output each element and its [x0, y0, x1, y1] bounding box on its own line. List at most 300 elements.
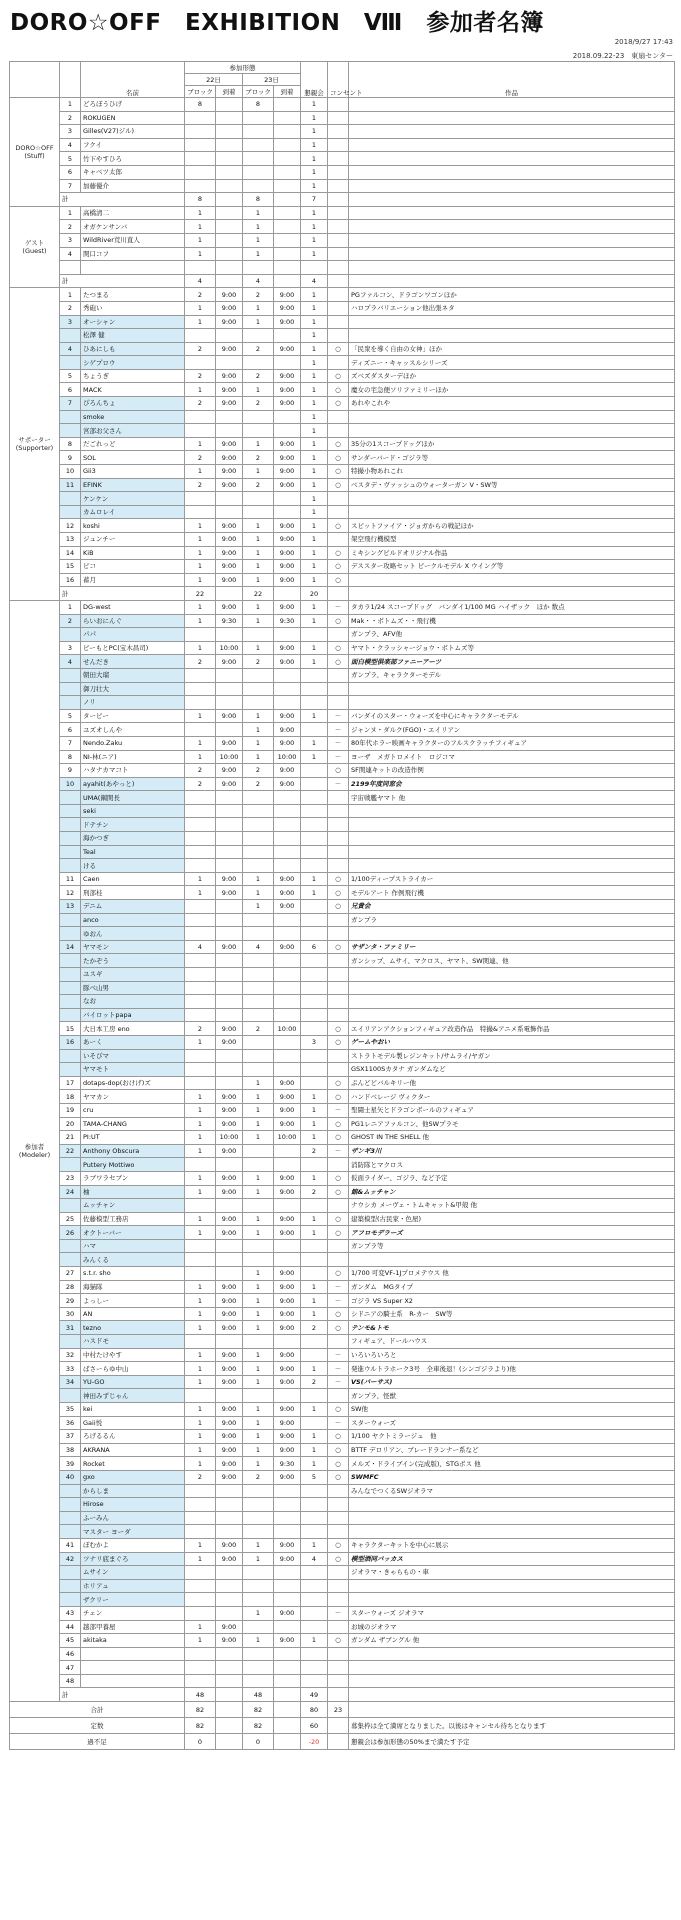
arrival-day1	[216, 791, 243, 805]
table-row	[10, 1076, 675, 1090]
participant-name: 柚	[81, 1185, 185, 1199]
outlet-mark: －	[328, 736, 349, 750]
arrival-day1: 9:00	[216, 451, 243, 465]
block-day1	[185, 1606, 216, 1620]
table-row	[10, 342, 675, 356]
block-day2: 1	[243, 1131, 274, 1145]
block-day1: 1	[185, 1403, 216, 1417]
works-description: みんなでつくるSWジオラマ	[349, 1484, 675, 1498]
outlet-mark: ○	[328, 1403, 349, 1417]
table-row	[10, 750, 675, 764]
party-count	[301, 1566, 328, 1580]
entry-number: 8	[60, 750, 81, 764]
total-outlet	[328, 274, 349, 288]
arrival-day1	[216, 668, 243, 682]
participant-name: ROKUGEN	[81, 111, 185, 125]
arrival-day2	[274, 1049, 301, 1063]
arrival-day2: 9:00	[274, 600, 301, 614]
participant-name: 越部甲養屋	[81, 1620, 185, 1634]
table-row	[10, 1008, 675, 1022]
block-day1	[185, 1076, 216, 1090]
arrival-day2	[274, 818, 301, 832]
party-count: 1	[301, 492, 328, 506]
entry-number: 46	[60, 1647, 81, 1661]
block-day2	[243, 668, 274, 682]
block-day1	[185, 492, 216, 506]
total-label: 計	[60, 587, 185, 601]
total-party: 4	[301, 274, 328, 288]
block-day1	[185, 1498, 216, 1512]
table-row	[10, 152, 675, 166]
arrival-day1	[216, 206, 243, 220]
entry-number: 33	[60, 1362, 81, 1376]
entry-number	[60, 1008, 81, 1022]
arrival-day2	[274, 1661, 301, 1675]
entry-number: 1	[60, 98, 81, 112]
outlet-mark: －	[328, 1294, 349, 1308]
participant-name: WildRiver荒川直人	[81, 233, 185, 247]
block-day1: 1	[185, 872, 216, 886]
block-day2	[243, 954, 274, 968]
participant-name: SOL	[81, 451, 185, 465]
block-day2	[243, 179, 274, 193]
participant-name: チェン	[81, 1606, 185, 1620]
arrival-day1	[216, 1606, 243, 1620]
block-day2: 1	[243, 641, 274, 655]
block-day2	[243, 1525, 274, 1539]
block-day1	[185, 1049, 216, 1063]
outlet-mark: ○	[328, 1457, 349, 1471]
entry-number	[60, 1525, 81, 1539]
party-count: 1	[301, 342, 328, 356]
participant-name: ける	[81, 859, 185, 873]
party-count: 1	[301, 233, 328, 247]
arrival-day2	[274, 329, 301, 343]
participant-name: ヤマモン	[81, 940, 185, 954]
block-day2: 2	[243, 764, 274, 778]
arrival-day2	[274, 98, 301, 112]
party-count: 2	[301, 1321, 328, 1335]
outlet-mark	[328, 1498, 349, 1512]
outlet-mark: －	[328, 1144, 349, 1158]
block-day2	[243, 804, 274, 818]
works-description	[349, 573, 675, 587]
block-day2	[243, 832, 274, 846]
block-day1: 2	[185, 777, 216, 791]
block-day1	[185, 1579, 216, 1593]
participant-name: バイロットpapa	[81, 1008, 185, 1022]
participant-name: ゆおん	[81, 927, 185, 941]
entry-number: 20	[60, 1117, 81, 1131]
party-count	[301, 845, 328, 859]
participant-name: 加藤優介	[81, 179, 185, 193]
block-day2	[243, 913, 274, 927]
outlet-mark	[328, 1579, 349, 1593]
participant-name: Nendo.Zaku	[81, 736, 185, 750]
block-day2: 1	[243, 1375, 274, 1389]
arrival-day1: 10:00	[216, 1131, 243, 1145]
block-day1: 1	[185, 1117, 216, 1131]
participant-name: YU-GO	[81, 1375, 185, 1389]
arrival-day1	[216, 152, 243, 166]
table-row	[10, 1049, 675, 1063]
table-row	[10, 1498, 675, 1512]
works-description: Mak・・ボトムズ・・飛行機	[349, 614, 675, 628]
arrival-day1: 9:00	[216, 872, 243, 886]
entry-number: 15	[60, 560, 81, 574]
total-works	[349, 193, 675, 207]
entry-number: 2	[60, 614, 81, 628]
works-description	[349, 818, 675, 832]
outlet-mark	[328, 1525, 349, 1539]
outlet-mark: ○	[328, 546, 349, 560]
arrival-day1	[216, 1674, 243, 1688]
participant-name: ふーみん	[81, 1511, 185, 1525]
table-row	[10, 165, 675, 179]
arrival-day1	[216, 804, 243, 818]
arrival-day1	[216, 356, 243, 370]
party-count	[301, 1593, 328, 1607]
arrival-day1	[216, 410, 243, 424]
works-description: GHOST IN THE SHELL 他	[349, 1131, 675, 1145]
block-day1: 4	[185, 940, 216, 954]
entry-number: 14	[60, 940, 81, 954]
works-description: 架空飛行機模型	[349, 533, 675, 547]
entry-number	[60, 1253, 81, 1267]
entry-number: 43	[60, 1606, 81, 1620]
table-row	[10, 981, 675, 995]
party-count	[301, 995, 328, 1009]
party-count: 1	[301, 1294, 328, 1308]
table-row	[10, 1307, 675, 1321]
outlet-mark	[328, 233, 349, 247]
block-day1: 1	[185, 1131, 216, 1145]
block-day2	[243, 356, 274, 370]
arrival-day1: 9:00	[216, 1144, 243, 1158]
arrival-day2	[274, 913, 301, 927]
arrival-day2	[274, 1484, 301, 1498]
arrival-day2	[274, 1253, 301, 1267]
table-header	[10, 62, 675, 98]
block-day1	[185, 1158, 216, 1172]
entry-number: 4	[60, 342, 81, 356]
table-row	[10, 696, 675, 710]
total-works	[349, 274, 675, 288]
table-row	[10, 288, 675, 302]
party-count: 1	[301, 546, 328, 560]
outlet-mark: ○	[328, 1470, 349, 1484]
block-day1	[185, 1566, 216, 1580]
table-row	[10, 628, 675, 642]
arrival-day2: 9:00	[274, 777, 301, 791]
block-day1: 1	[185, 301, 216, 315]
works-description: 80年代ホラー映画キャラクターのフルスクラッチフィギュア	[349, 736, 675, 750]
outlet-mark	[328, 682, 349, 696]
block-day1	[185, 995, 216, 1009]
total-block-day1: 48	[185, 1688, 216, 1702]
participant-name: みんくる	[81, 1253, 185, 1267]
outlet-mark	[328, 628, 349, 642]
arrival-day1	[216, 1389, 243, 1403]
participant-name: らいおにんぐ	[81, 614, 185, 628]
outlet-mark	[328, 1389, 349, 1403]
table-row	[10, 329, 675, 343]
works-description	[349, 261, 675, 275]
party-count	[301, 1511, 328, 1525]
party-count: 1	[301, 301, 328, 315]
summary-block-day1: 82	[185, 1718, 216, 1734]
entry-number	[60, 1049, 81, 1063]
arrival-day2	[274, 1647, 301, 1661]
party-count	[301, 1008, 328, 1022]
arrival-day1: 9:00	[216, 1403, 243, 1417]
works-description	[349, 424, 675, 438]
arrival-day1	[216, 1484, 243, 1498]
entry-number: 28	[60, 1280, 81, 1294]
arrival-day1	[216, 233, 243, 247]
entry-number	[60, 1511, 81, 1525]
outlet-mark	[328, 301, 349, 315]
entry-number: 16	[60, 1035, 81, 1049]
outlet-mark	[328, 1335, 349, 1349]
outlet-mark: ○	[328, 1131, 349, 1145]
outlet-mark	[328, 152, 349, 166]
party-count: 1	[301, 424, 328, 438]
block-day1: 1	[185, 533, 216, 547]
participant-name: 秀砲い	[81, 301, 185, 315]
outlet-mark	[328, 179, 349, 193]
participant-name: AKRANA	[81, 1443, 185, 1457]
entry-number: 45	[60, 1634, 81, 1648]
works-description: ストラトモデル製レジンキット/サムライ/ヤガン	[349, 1049, 675, 1063]
block-day2	[243, 125, 274, 139]
works-description	[349, 682, 675, 696]
entry-number: 32	[60, 1348, 81, 1362]
table-row	[10, 1103, 675, 1117]
works-description	[349, 220, 675, 234]
section-total-row	[10, 274, 675, 288]
party-count: 1	[301, 533, 328, 547]
participant-name: Rocket	[81, 1457, 185, 1471]
arrival-day1: 9:00	[216, 301, 243, 315]
arrival-day1	[216, 1008, 243, 1022]
arrival-day2: 9:00	[274, 709, 301, 723]
participant-name: せんだき	[81, 655, 185, 669]
outlet-mark: －	[328, 1362, 349, 1376]
outlet-mark: ○	[328, 383, 349, 397]
entry-number: 26	[60, 1226, 81, 1240]
party-count: 1	[301, 1443, 328, 1457]
block-day1	[185, 1199, 216, 1213]
entry-number	[60, 1063, 81, 1077]
arrival-day1: 9:00	[216, 1226, 243, 1240]
table-row	[10, 954, 675, 968]
arrival-day2	[274, 424, 301, 438]
party-count	[301, 1579, 328, 1593]
block-day1: 1	[185, 1090, 216, 1104]
total-works	[349, 587, 675, 601]
arrival-day2	[274, 220, 301, 234]
arrival-day2	[274, 410, 301, 424]
outlet-mark: －	[328, 1348, 349, 1362]
participant-name: gxo	[81, 1470, 185, 1484]
block-day2	[243, 628, 274, 642]
entry-number	[60, 1158, 81, 1172]
arrival-day2: 9:00	[274, 342, 301, 356]
entry-number: 39	[60, 1457, 81, 1471]
block-day2	[243, 1647, 274, 1661]
party-count: 1	[301, 1226, 328, 1240]
entry-number: 10	[60, 465, 81, 479]
party-count	[301, 723, 328, 737]
outlet-mark	[328, 1593, 349, 1607]
participant-name: ハスドモ	[81, 1335, 185, 1349]
block-day1	[185, 682, 216, 696]
arrival-day1: 9:00	[216, 1185, 243, 1199]
arrival-day2	[274, 492, 301, 506]
table-row	[10, 369, 675, 383]
works-description: サザンタ・ファミリー	[349, 940, 675, 954]
block-day1	[185, 900, 216, 914]
arrival-day1	[216, 492, 243, 506]
participant-name: ユズオしんや	[81, 723, 185, 737]
works-description: ガンシップ、ムサイ、マクロス、ヤマト、SW関連、他	[349, 954, 675, 968]
entry-number: 23	[60, 1171, 81, 1185]
block-day1: 1	[185, 1280, 216, 1294]
entry-number	[60, 1389, 81, 1403]
section-total-row	[10, 1688, 675, 1702]
party-count	[301, 1606, 328, 1620]
block-day2: 1	[243, 247, 274, 261]
works-description	[349, 927, 675, 941]
block-day1: 2	[185, 764, 216, 778]
table-row	[10, 1484, 675, 1498]
arrival-day1: 9:00	[216, 777, 243, 791]
entry-number: 27	[60, 1267, 81, 1281]
arrival-day1: 9:00	[216, 886, 243, 900]
table-row	[10, 641, 675, 655]
block-day2: 1	[243, 1103, 274, 1117]
block-day2	[243, 995, 274, 1009]
block-day1: 1	[185, 560, 216, 574]
block-day2: 1	[243, 1294, 274, 1308]
arrival-day2: 9:00	[274, 872, 301, 886]
table-row	[10, 1199, 675, 1213]
summary-row	[10, 1734, 675, 1750]
arrival-day1	[216, 1498, 243, 1512]
participant-name: ハタナカマコト	[81, 764, 185, 778]
party-count: 1	[301, 315, 328, 329]
works-description: PGファルコン、ドラゴンワゴンほか	[349, 288, 675, 302]
participant-name: フクイ	[81, 138, 185, 152]
arrival-day1	[216, 1661, 243, 1675]
block-day1: 1	[185, 247, 216, 261]
works-description	[349, 1525, 675, 1539]
outlet-mark: ○	[328, 1538, 349, 1552]
works-description: ハンドベレージ ヴィクター	[349, 1090, 675, 1104]
block-day2	[243, 1593, 274, 1607]
works-description: スターウォーズ	[349, 1416, 675, 1430]
table-row	[10, 1566, 675, 1580]
works-description: ガンプラ	[349, 913, 675, 927]
works-description: ナウシカ メーヴェ・トムキャット&甲殻 他	[349, 1199, 675, 1213]
arrival-day2	[274, 1063, 301, 1077]
block-day2: 2	[243, 397, 274, 411]
arrival-day2: 9:00	[274, 573, 301, 587]
arrival-day1: 9:00	[216, 1538, 243, 1552]
outlet-mark: ○	[328, 560, 349, 574]
arrival-day1	[216, 247, 243, 261]
block-day2: 1	[243, 1348, 274, 1362]
arrival-day1	[216, 818, 243, 832]
works-description	[349, 315, 675, 329]
arrival-day1	[216, 1566, 243, 1580]
party-count	[301, 1416, 328, 1430]
works-description: サンダーバード・ゴジラ等	[349, 451, 675, 465]
participant-name: オクトーバー	[81, 1226, 185, 1240]
arrival-day1: 9:00	[216, 465, 243, 479]
summary-label: 過不足	[10, 1734, 185, 1750]
summary-row	[10, 1718, 675, 1734]
block-day1	[185, 845, 216, 859]
arrival-day2	[274, 206, 301, 220]
arrival-day2	[274, 179, 301, 193]
entry-number: 37	[60, 1430, 81, 1444]
block-day1: 2	[185, 451, 216, 465]
party-count	[301, 1674, 328, 1688]
entry-number	[60, 995, 81, 1009]
block-day2	[243, 1239, 274, 1253]
works-description: 魔女の宅急便ソリファミリーほか	[349, 383, 675, 397]
arrival-day2	[274, 981, 301, 995]
outlet-mark: ○	[328, 1307, 349, 1321]
entry-number	[60, 505, 81, 519]
party-count: 2	[301, 1185, 328, 1199]
arrival-day1: 9:00	[216, 940, 243, 954]
block-day2: 1	[243, 1076, 274, 1090]
outlet-mark: ○	[328, 614, 349, 628]
outlet-mark	[328, 1484, 349, 1498]
entry-number: 1	[60, 206, 81, 220]
arrival-day1: 9:00	[216, 709, 243, 723]
outlet-mark	[328, 668, 349, 682]
block-day1: 1	[185, 465, 216, 479]
block-day1: 1	[185, 220, 216, 234]
outlet-mark: ○	[328, 1035, 349, 1049]
block-day2	[243, 859, 274, 873]
summary-block-day2: 82	[243, 1718, 274, 1734]
arrival-day2	[274, 111, 301, 125]
arrival-day2: 9:00	[274, 533, 301, 547]
block-day1: 1	[185, 750, 216, 764]
party-count	[301, 1199, 328, 1213]
table-row	[10, 1022, 675, 1036]
arrival-day1	[216, 329, 243, 343]
party-count: 1	[301, 1430, 328, 1444]
block-day2	[243, 981, 274, 995]
block-day1: 1	[185, 573, 216, 587]
table-row	[10, 560, 675, 574]
party-count: 1	[301, 451, 328, 465]
outlet-mark	[328, 261, 349, 275]
party-count	[301, 1620, 328, 1634]
participant-name	[81, 261, 185, 275]
party-count: 1	[301, 1103, 328, 1117]
arrival-day1	[216, 125, 243, 139]
summary-arrival-day1	[216, 1734, 243, 1750]
table-row	[10, 437, 675, 451]
outlet-mark: －	[328, 1280, 349, 1294]
